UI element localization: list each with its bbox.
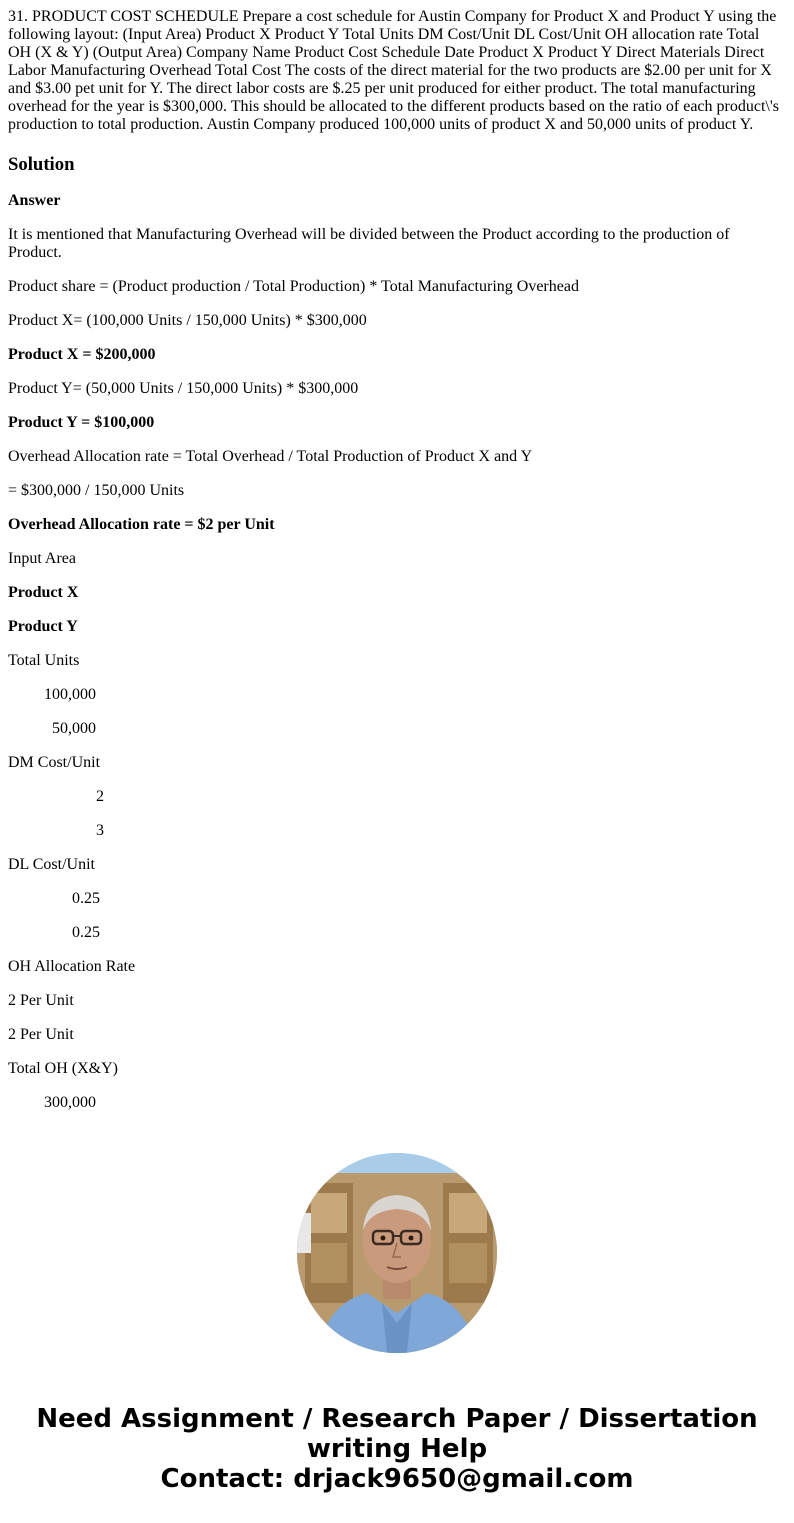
person-photo-icon (297, 1153, 497, 1353)
total-units-label: Total Units (8, 652, 80, 669)
product-x-result: Product X = $200,000 (8, 346, 156, 363)
col-product-y: Product Y (8, 618, 78, 635)
dm-cost-label: DM Cost/Unit (8, 754, 101, 771)
answer-heading: Answer (8, 192, 61, 209)
document-body (8, 8, 786, 1112)
banner-line-2: writing Help (306, 1434, 488, 1464)
col-product-x: Product X (8, 584, 79, 601)
total-units-x: 100,000 (44, 686, 96, 703)
dm-cost-x: 2 (96, 788, 104, 805)
product-y-result: Product Y = $100,000 (8, 414, 155, 431)
rate-formula: Overhead Allocation rate = Total Overhead / Total Production of Product X and Y (8, 448, 533, 465)
input-area-title: Input Area (8, 550, 76, 567)
author-photo (297, 1153, 497, 1353)
rate-calc: = $300,000 / 150,000 Units (8, 482, 185, 499)
oh-rate-y: 2 Per Unit (8, 1026, 74, 1043)
formula-text: Product share = (Product production / Total Production) * Total Manufacturing Overhead (8, 278, 579, 295)
dm-cost-y: 3 (96, 822, 104, 839)
dl-cost-label: DL Cost/Unit (8, 856, 95, 873)
intro-text: It is mentioned that Manufacturing Overhead will be divided between the Product according to the production of Product. (8, 226, 730, 261)
question-text: 31. PRODUCT COST SCHEDULE Prepare a cost schedule for Austin Company for Product X and Product Y using the following layout: (Input Area) Product X Product Y Total Units DM Cost/Unit DL Cost/Unit OH allocation rate Total OH (X & Y) (Output Area) Company Name Product Cost Schedule Date Product X Product Y Direct Materials Direct Labor Manufacturing Overhead Total Cost The costs of the direct material for the two products are $2.00 per unit for X and $3.00 pet unit for Y. The direct labor costs are $.25 per unit produced for either product. The total manufacturing overhead for the year is $300,000. This should be allocated to the different products based on the ratio of each product\'s production to total production. Austin Company produced 100,000 units of product X and 50,000 units of product Y. (8, 8, 779, 133)
total-oh-value: 300,000 (44, 1094, 96, 1111)
dl-cost-x: 0.25 (72, 890, 100, 907)
oh-rate-label: OH Allocation Rate (8, 958, 136, 975)
rate-result: Overhead Allocation rate = $2 per Unit (8, 516, 275, 533)
contact-banner (0, 1404, 794, 1494)
product-x-calc: Product X= (100,000 Units / 150,000 Units) * $300,000 (8, 312, 367, 329)
banner-contact-email: Contact: drjack9650@gmail.com (160, 1464, 634, 1494)
total-units-y: 50,000 (52, 720, 96, 737)
banner-line-1: Need Assignment / Research Paper / Dissertation (36, 1404, 758, 1434)
oh-rate-x: 2 Per Unit (8, 992, 74, 1009)
total-oh-label: Total OH (X&Y) (8, 1060, 118, 1077)
dl-cost-y: 0.25 (72, 924, 100, 941)
solution-heading: Solution (8, 154, 75, 175)
product-y-calc: Product Y= (50,000 Units / 150,000 Units) * $300,000 (8, 380, 359, 397)
